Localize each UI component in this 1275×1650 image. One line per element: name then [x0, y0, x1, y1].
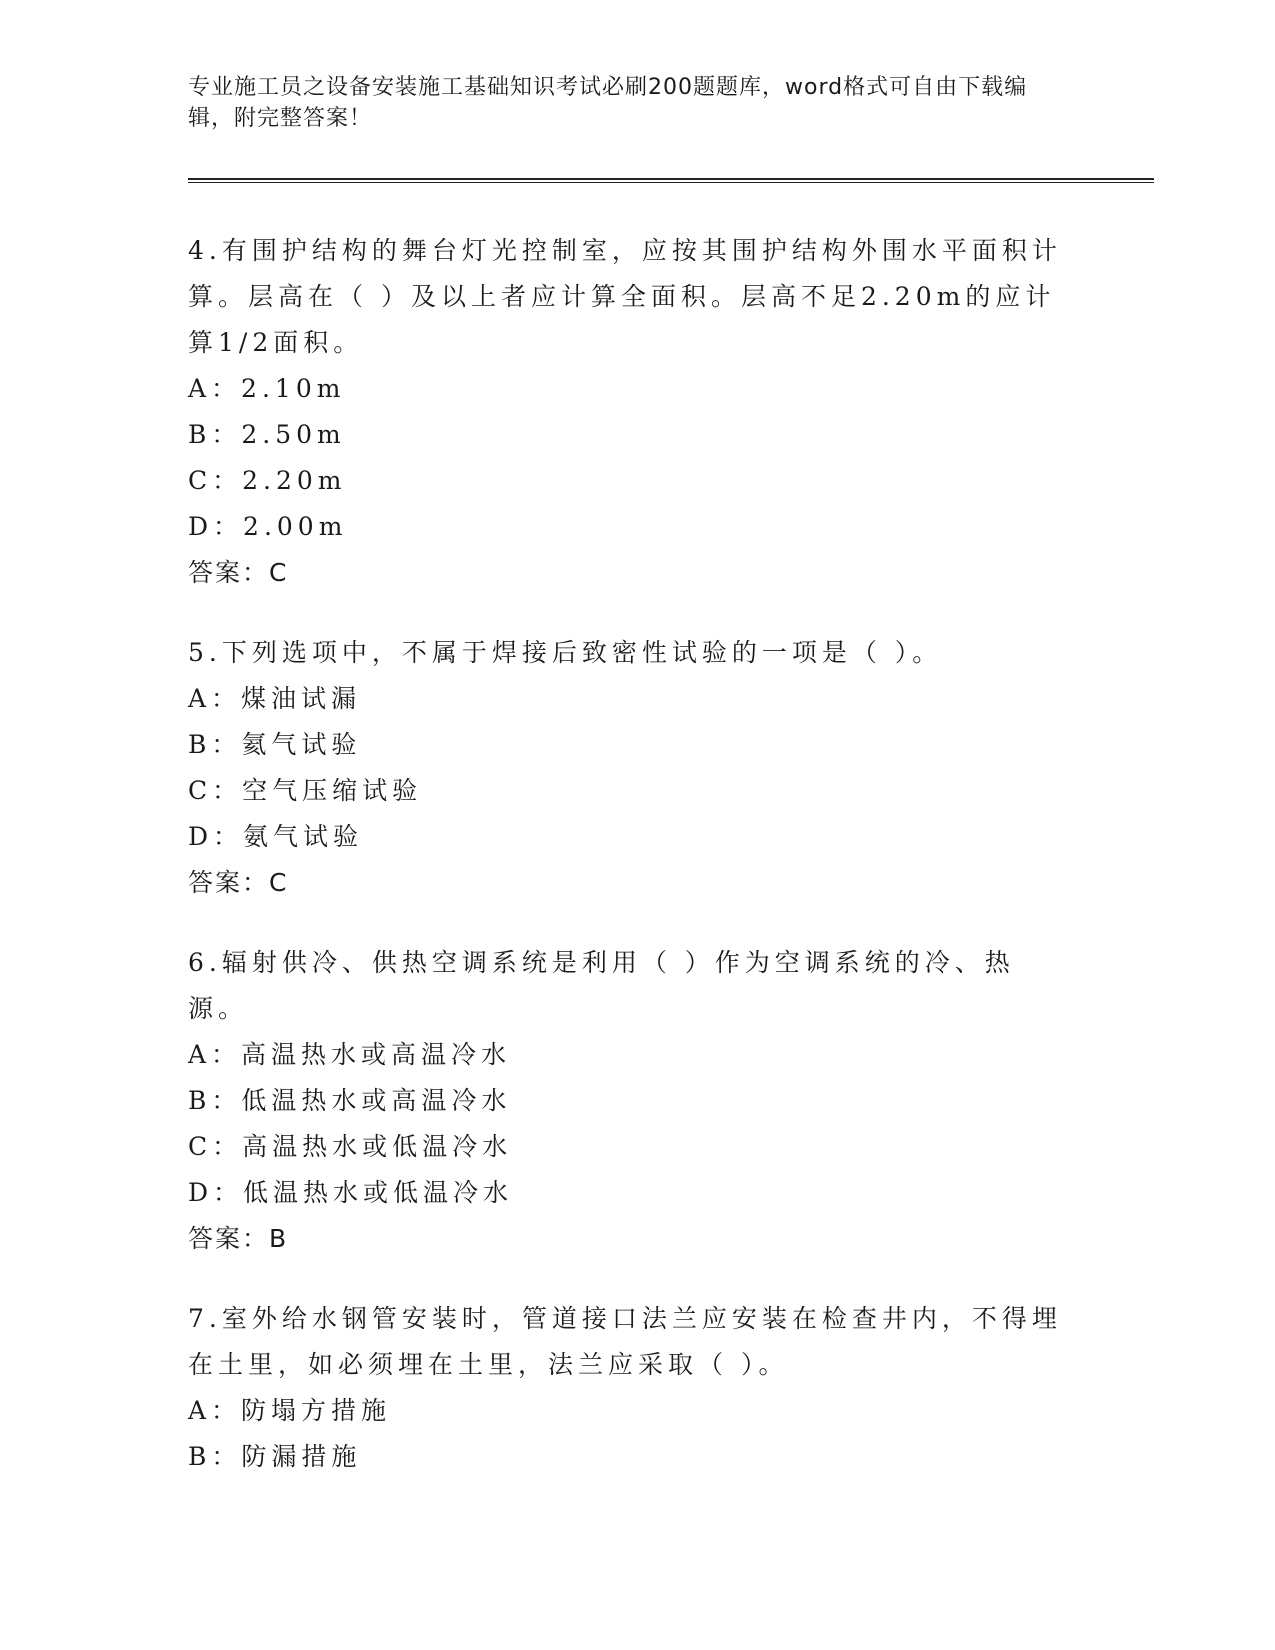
option-c: C：高温热水或低温冷水	[188, 1132, 513, 1161]
option-a: A：防塌方措施	[188, 1396, 392, 1425]
question-text: 7.室外给水钢管安装时，管道接口法兰应安装在检查井内，不得埋在土里，如必须埋在土里，法兰应采取（ ）。	[188, 1304, 1062, 1379]
question-text: 6.辐射供冷、供热空调系统是利用（ ）作为空调系统的冷、热源。	[188, 948, 1015, 1023]
question-7	[188, 1296, 1068, 1480]
answer: 答案：B	[188, 1224, 289, 1253]
option-b: B：低温热水或高温冷水	[188, 1086, 512, 1115]
question-list	[188, 228, 1068, 1514]
option-c: C：空气压缩试验	[188, 776, 423, 805]
option-d: D：2.00m	[188, 512, 348, 541]
header-divider-thick	[188, 178, 1154, 180]
option-a: A：高温热水或高温冷水	[188, 1040, 512, 1069]
header-divider-thin	[188, 182, 1154, 183]
answer: 答案：C	[188, 868, 289, 897]
option-c: C：2.20m	[188, 466, 347, 495]
document-header	[188, 72, 1068, 134]
option-b: B：氦气试验	[188, 730, 362, 759]
option-b: B：2.50m	[188, 420, 346, 449]
question-5	[188, 630, 1068, 906]
document-title: 专业施工员之设备安装施工基础知识考试必刷200题题库，word格式可自由下载编辑，附完整答案！	[188, 75, 1028, 131]
option-b: B：防漏措施	[188, 1442, 362, 1471]
question-text: 5.下列选项中，不属于焊接后致密性试验的一项是（ ）。	[188, 638, 943, 667]
question-4	[188, 228, 1068, 596]
option-d: D：氨气试验	[188, 822, 364, 851]
question-6	[188, 940, 1068, 1262]
answer: 答案：C	[188, 558, 289, 587]
option-d: D：低温热水或低温冷水	[188, 1178, 514, 1207]
question-text: 4.有围护结构的舞台灯光控制室，应按其围护结构外围水平面积计算。层高在（ ）及以上者应计算全面积。层高不足2.20m的应计算1/2面积。	[188, 236, 1062, 357]
option-a: A：煤油试漏	[188, 684, 362, 713]
option-a: A：2.10m	[188, 374, 346, 403]
